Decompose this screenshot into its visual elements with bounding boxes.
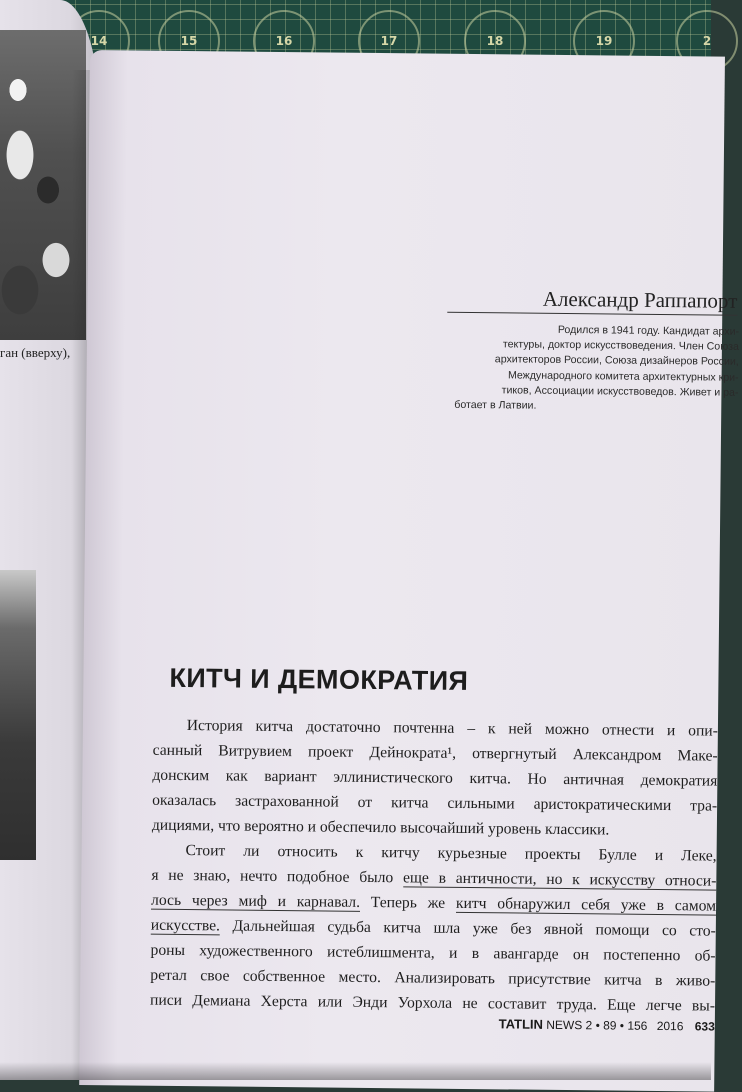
body-line: История китча достаточно почтенна – к ней можно отнести и опи- [186, 717, 718, 740]
journal-issue: NEWS 2 • 89 • 156 [546, 1017, 648, 1033]
body-line: оказалась застрахованной от китча сильными аристократическими тра- [152, 791, 718, 815]
journal-year: 2016 [656, 1018, 684, 1034]
mat-number: 19 [573, 10, 635, 72]
mat-number: 17 [358, 10, 420, 72]
pen-underline: искусстве. [150, 916, 221, 935]
journal-brand: TATLIN [498, 1016, 544, 1032]
pen-underline: китч обнаружил себя уже в самом [455, 894, 717, 915]
body-text-run: Теперь же [359, 893, 457, 912]
body-line: роны художественного истеблишмента, и в авангарде он постепенно об- [150, 941, 716, 965]
body-line: дициями, что вероятно и обеспечило высочайший уровень классики. [151, 816, 610, 839]
author-bio-line: Международного комитета архитектурных кри- [507, 369, 739, 384]
page-footer [410, 1015, 715, 1033]
author-bio-line: ботает в Латвии. [454, 398, 537, 412]
mat-number: 16 [253, 10, 315, 72]
author-bio-line: Родился в 1941 году. Кандидат архи- [557, 323, 740, 338]
body-line: санный Витрувием проект Дейнократа¹, отвергнутый Александром Маке- [152, 741, 718, 765]
body-line: писи Демиана Херста или Энди Уорхола не составит труда. Еще легче вы- [149, 991, 716, 1015]
article-heading: КИТЧ И ДЕМОКРАТИЯ [169, 662, 469, 696]
photo-caption: ган (вверху), [0, 345, 71, 360]
mat-number: 14 [68, 10, 130, 72]
body-text-run: я не знаю, нечто подобное было [151, 866, 404, 887]
author-name: Александр Раппапорт [447, 286, 737, 316]
page-number: 633 [694, 1019, 715, 1034]
pen-underline: лось через миф и карнавал. [151, 891, 361, 911]
author-bio [376, 321, 739, 416]
mat-number: 15 [158, 10, 220, 72]
author-bio-line: тиков, Ассоциации искусствоведов. Живет и ра- [501, 384, 739, 399]
body-line: донским как вариант эллинистического китча. Но античная демократия [152, 766, 718, 790]
article-body [150, 713, 718, 1019]
bottom-shadow [0, 1062, 711, 1080]
author-bio-line: тектуры, доктор искусствоведения. Член Союза [502, 338, 739, 354]
book-page [79, 50, 740, 1092]
mat-number: 2 [676, 10, 738, 72]
pen-underline: еще в античности, но к искусству относи- [402, 869, 717, 890]
body-text-run: Дальнейшая судьба китча шла уже без явной помощи со сто- [219, 917, 716, 940]
landscape-photo [0, 570, 36, 860]
body-line: Стоит ли относить к китчу курьезные проекты Булле и Леке, [185, 842, 717, 865]
author-bio-line: архитекторов России, Союза дизайнеров России, [494, 353, 739, 369]
mat-number: 18 [464, 10, 526, 72]
body-line: ретал свое собственное место. Анализировать присутствие китча в живо- [150, 966, 716, 990]
